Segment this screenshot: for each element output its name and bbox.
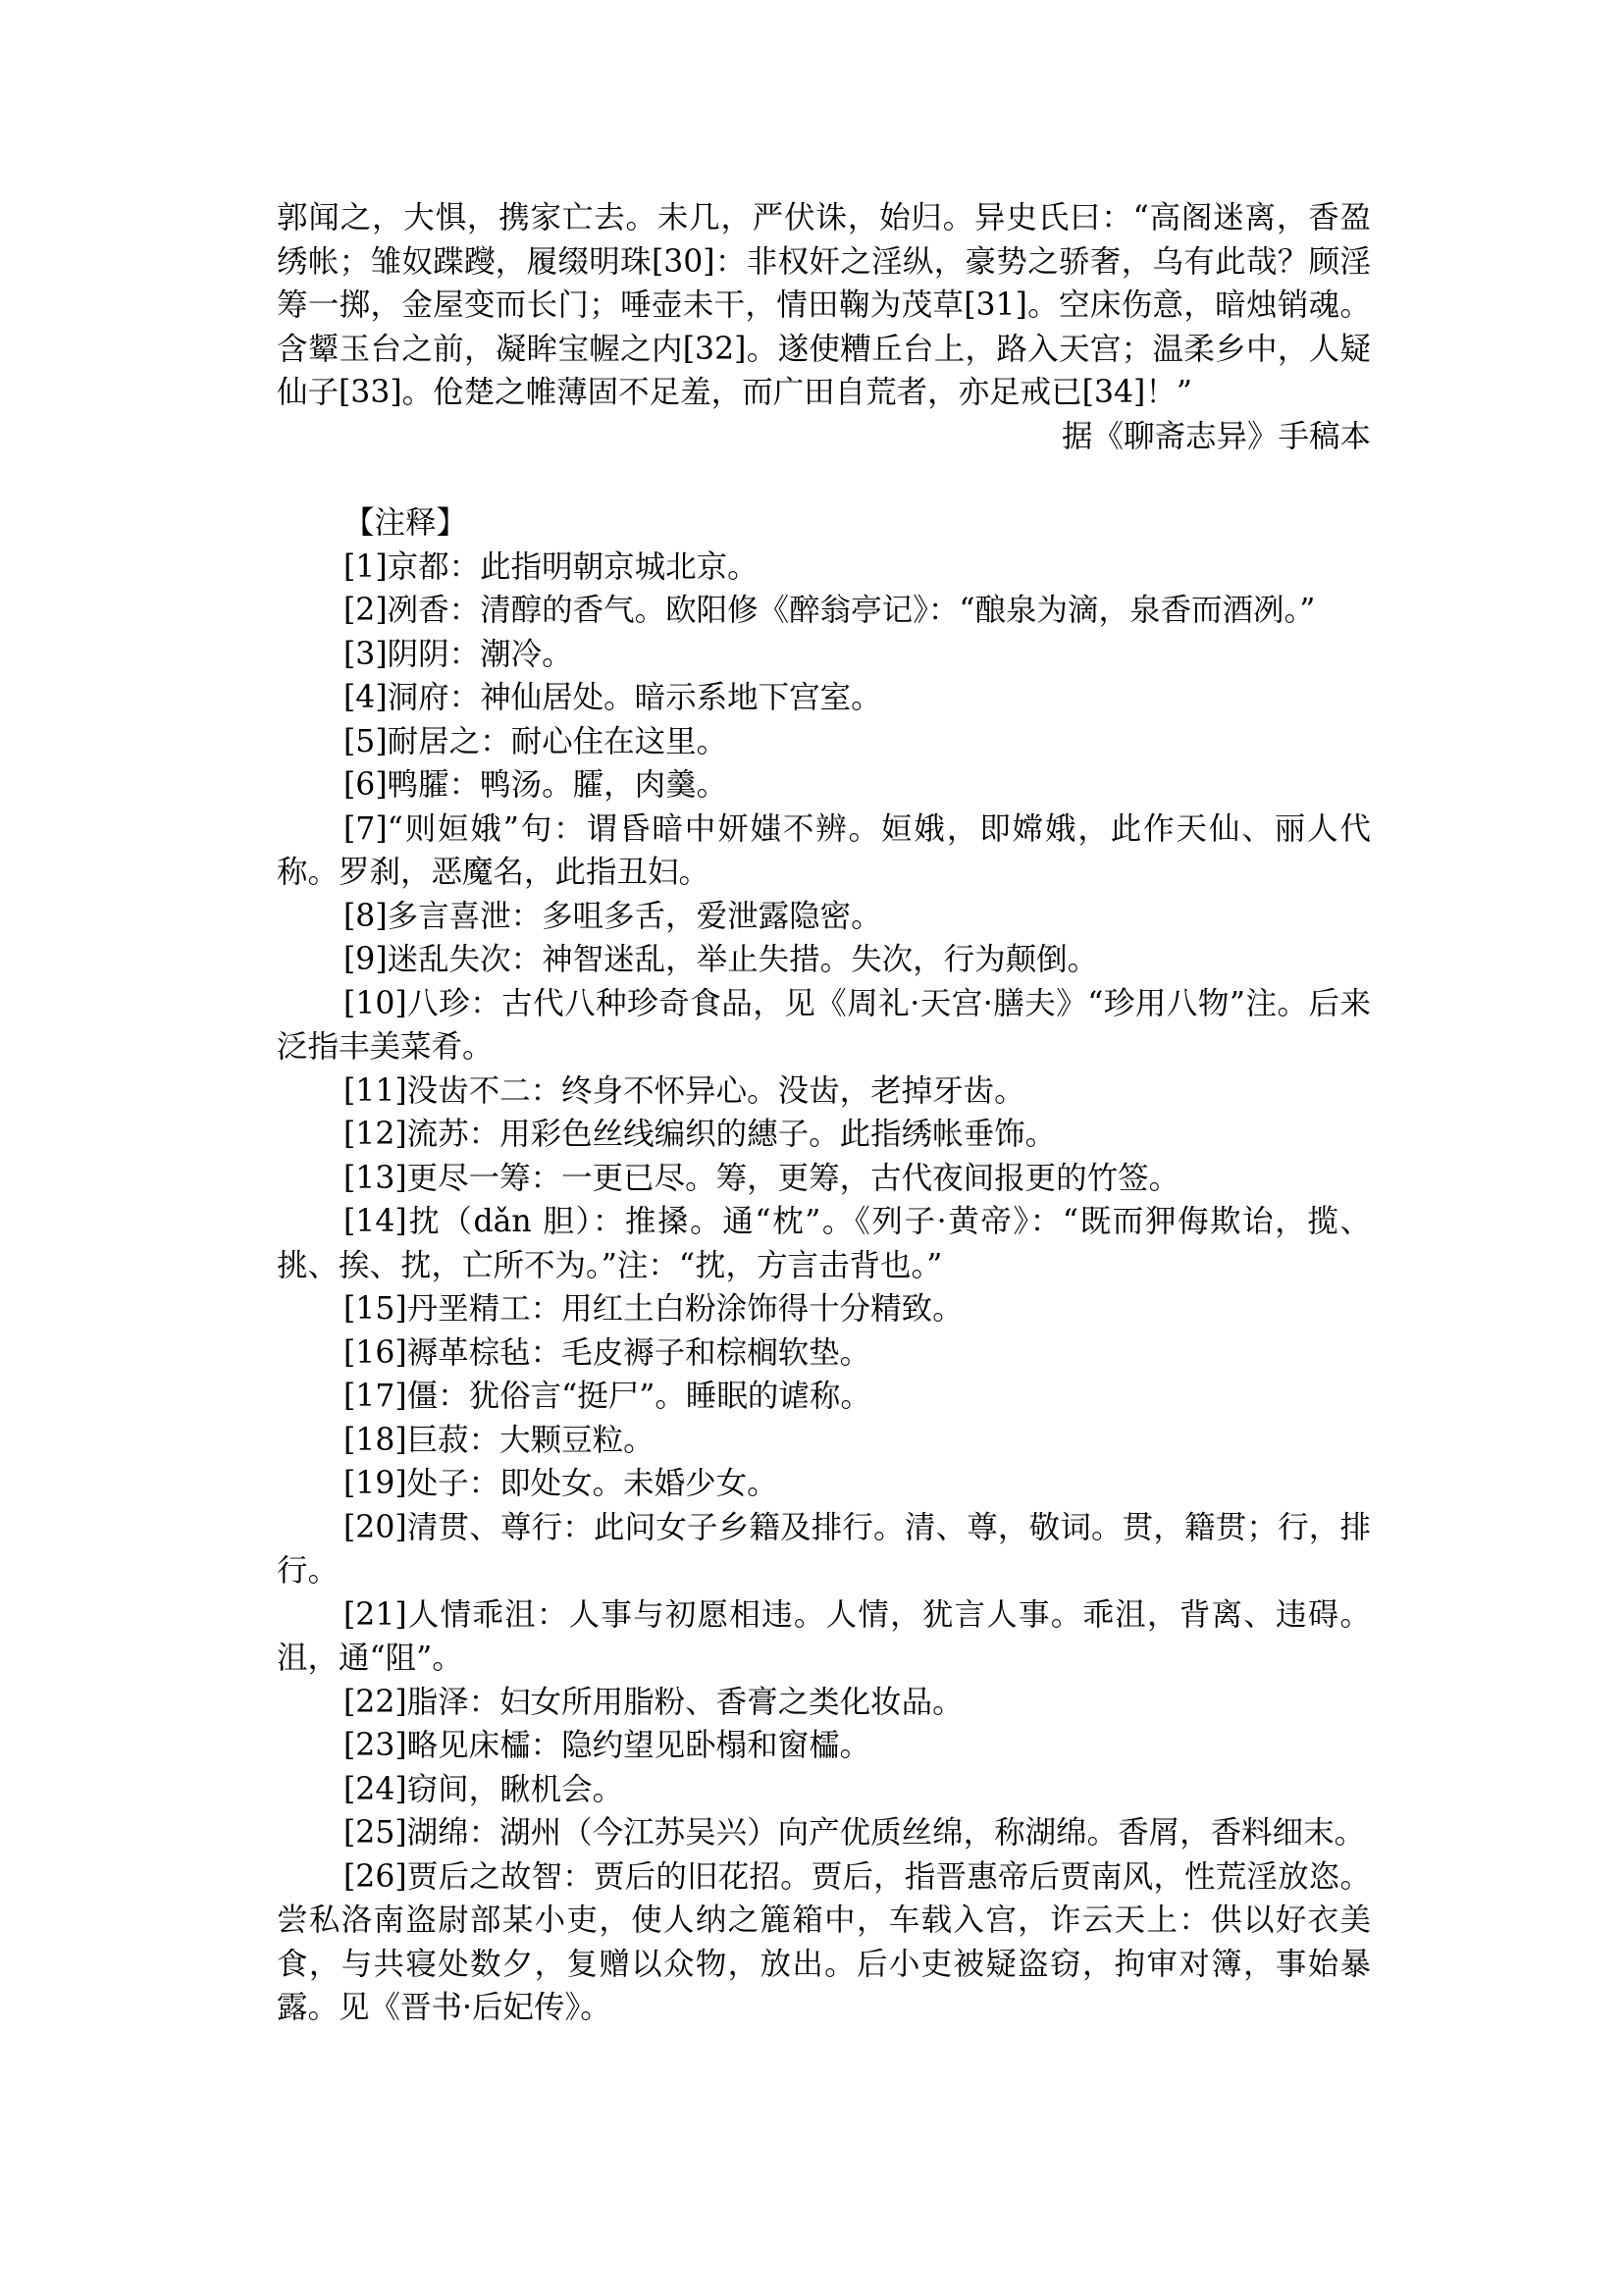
notes-list [277, 546, 1371, 2030]
notes-heading: 【注释】 [343, 505, 468, 541]
main-text-paragraph: 郭闻之，大惧，携家亡去。未几，严伏诛，始归。异史氏曰：“高阁迷离，香盈绣帐；雏奴蹀躞，履缀明珠[30]：非权奸之淫纵，豪势之骄奢，乌有此哉？顾淫筹一掷，金屋变而长门；唾壶未干，情田鞠为茂草[31]。空床伤意，暗烛销魂。含颦玉台之前，凝眸宝幄之内[32]。遂使糟丘台上，路入天宫；温柔乡中，人疑仙子[33]。伧楚之帷薄固不足羞，而广田自荒者，亦足戒已[34]！” [277, 200, 1371, 410]
note-item: [25]湖绵：湖州（今江苏吴兴）向产优质丝绵，称湖绵。香屑，香料细末。 [343, 1815, 1366, 1851]
note-item: [21]人情乖沮：人事与初愿相违。人情，犹言人事。乖沮，背离、违碍。沮，通“阻”。 [277, 1596, 1371, 1676]
note-item: [19]处子：即处女。未婚少女。 [343, 1466, 778, 1501]
note-item: [10]八珍：古代八种珍奇食品，见《周礼·天宫·膳夫》“珍用八物”注。后来泛指丰美菜肴。 [277, 985, 1371, 1065]
note-item: [1]京都：此指明朝京城北京。 [343, 548, 759, 585]
note-item: [16]褥革棕毡：毛皮褥子和棕榈软垫。 [343, 1334, 871, 1371]
note-item: [22]脂泽：妇女所用脂粉、香膏之类化妆品。 [343, 1684, 964, 1720]
note-item: [24]窃间，瞅机会。 [343, 1771, 624, 1807]
note-item: [15]丹垩精工：用红土白粉涂饰得十分精致。 [343, 1291, 964, 1327]
document-page [277, 196, 1371, 2030]
note-item: [23]略见床櫺：隐约望见卧榻和窗櫺。 [343, 1728, 871, 1763]
note-item: [26]贾后之故智：贾后的旧花招。贾后，指晋惠帝后贾南风，性荒淫放恣。尝私洛南盗尉部某小吏，使人纳之簏箱中，车载入宫，诈云天上：供以好衣美食，与共寝处数夕，复赠以众物，放出。后小吏被疑盗窃，拘审对簿，事始暴露。见《晋书·后妃传》。 [277, 1858, 1371, 2025]
note-item: [3]阴阴：潮冷。 [343, 636, 573, 672]
note-item: [13]更尽一筹：一更已尽。筹，更筹，古代夜间报更的竹签。 [343, 1160, 1180, 1196]
source-attribution: 据《聊斋志异》手稿本 [1061, 418, 1371, 454]
note-item: [6]鸭臛：鸭汤。臛，肉羹。 [343, 767, 728, 803]
note-item: [8]多言喜泄：多咀多舌，爱泄露隐密。 [343, 898, 882, 934]
note-item: [2]冽香：清醇的香气。欧阳修《醉翁亭记》：“酿泉为滴，泉香而酒冽。” [343, 593, 1316, 628]
note-item: [7]“则姮娥”句：谓昏暗中妍媸不辨。姮娥，即嫦娥，此作天仙、丽人代称。罗刹，恶魔名，此指丑妇。 [277, 810, 1371, 890]
note-item: [5]耐居之：耐心住在这里。 [343, 723, 728, 759]
note-item: [11]没齿不二：终身不怀异心。没齿，老掉牙齿。 [343, 1072, 1025, 1109]
note-item: [12]流苏：用彩色丝线编织的繐子。此指绣帐垂饰。 [343, 1117, 1057, 1152]
note-item: [9]迷乱失次：神智迷乱，举止失措。失次，行为颠倒。 [343, 942, 1099, 977]
note-item: [17]僵：犹俗言“挺尸”。睡眠的谑称。 [343, 1379, 871, 1414]
note-item: [14]抌（dǎn 胆）：推搡。通“枕”。《列子·黄帝》：“既而狎侮欺诒，揽、挑、挨、抌，亡所不为。”注：“抌，方言击背也。” [277, 1204, 1371, 1283]
note-item: [18]巨菽：大颗豆粒。 [343, 1422, 655, 1458]
note-item: [20]清贯、尊行：此问女子乡籍及排行。清、尊，敬词。贯，籍贯；行，排行。 [277, 1509, 1371, 1589]
note-item: [4]洞府：神仙居处。暗示系地下宫室。 [343, 680, 882, 715]
